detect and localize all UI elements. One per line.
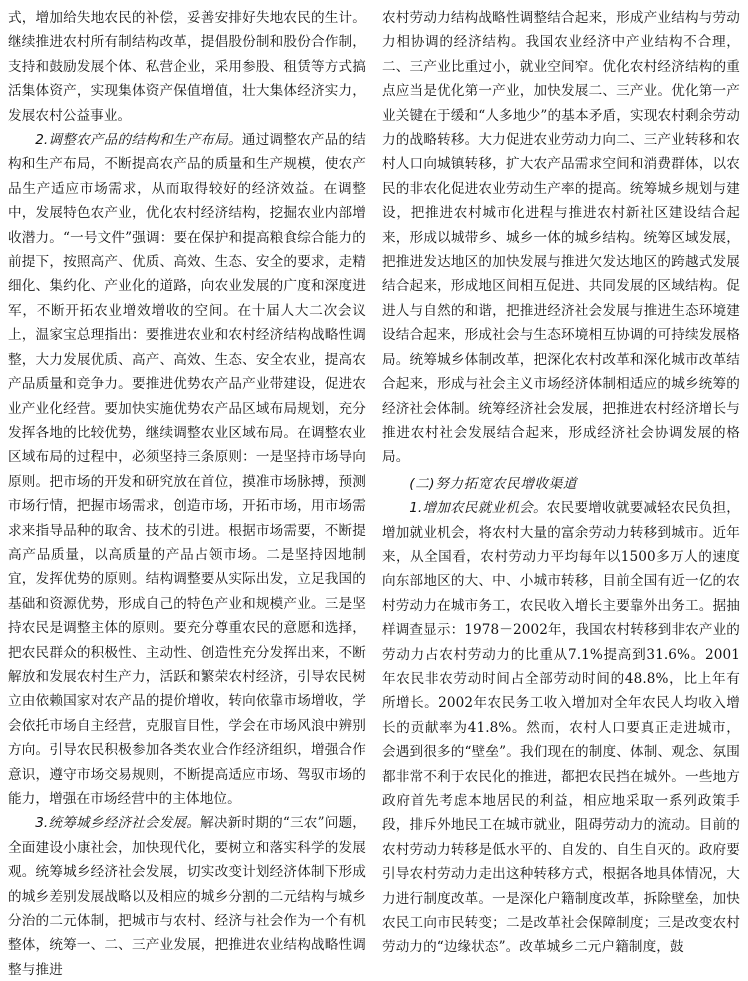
paragraph-body-product-structure: 通过调整农产品的结构和生产布局，不断提高农产品的质量和生产规模，使农产品生产适应市场需求，从而取得较好的经济效益。在调整中，发展特色农产业，优化农村经济结构，挖掘农业内部增收潜力。“一号文件”强调：要在保护和提高粮食综合能力的前提下，按照高产、优质、高效、生态、安全的要求，走精细化、集约化、产业化的道路，向农业发展的广度和深度进军，不断开拓农业增效增收的空间。在十届人大二次会议上，温家宝总理指出：要推进农业和农村经济结构战略性调整，大力发展优质、高产、高效、生态、安全农业，提高农产品质量和竞争力。要推进优势农产品产业带建设，促进农业产业化经营。要加快实施优势农产品区域布局规划，充分发挥各地的比较优势，继续调整农业区域布局。在调整农业区域布局的过程中，必须坚持三条原则：一是坚持市场导向原则。把市场的开发和研究放在首位，摸准市场脉搏，预测市场行情，把握市场需求，创造市场，开拓市场，用市场需求来指导品种的取舍、技术的引进。根据市场需要，不断提高产品质量，以高质量的产品占领市场。二是坚持因地制宜，发挥优势的原则。结构调整要从实际出发，立足我国的基础和资源优势，形成自己的特色产业和规模产业。三是坚持农民是调整主体的原则。要充分尊重农民的意愿和选择，把农民群众的积极性、主动性、创造性充分发挥出来，不断解放和发展农村生产力，活跃和繁荣农村经济，引导农民树立由依赖国家对农产品的提价增收，转向依靠市场增收，学会依托市场自主经营，克服盲目性，学会在市场风浪中辨别方向。引导农民积极参加各类农业合作经济组织，增强合作意识，遵守市场交易规则，不断提高适应市场、驾驭市场的能力，增强在市场经营中的主体地位。 [8, 132, 366, 807]
paragraph-body-urban-rural: 解决新时期的“三农”问题，全面建设小康社会，加快现代化，要树立和落实科学的发展观。统筹城乡经济社会发展，切实改变计划经济体制下形成的城乡差别发展战略以及相应的城乡分割的二元结构与城乡分治的二元体制，把城市与农村、经济与社会作为一个有机整体，统筹一、二、三产业发展，把推进农业结构战略性调整与推进 [8, 815, 366, 978]
paragraph-land-compensation: 式，增加给失地农民的补偿，妥善安排好失地农民的生计。继续推进农村所有制结构改革，提倡股份制和股份合作制，支持和鼓励发展个体、私营企业，采用参股、租赁等方式搞活集体资产，实现集体资产保值增值，壮大集体经济实力，发展农村公益事业。 [8, 10, 366, 124]
paragraph-employment [382, 496, 740, 960]
paragraph-lead-urban-rural: 3.统筹城乡经济社会发展。 [35, 815, 201, 832]
section-heading-income-channels: (二)努力拓宽农民增收渠道 [409, 475, 578, 492]
paragraph-lead-employment: 1.增加农民就业机会。 [409, 500, 547, 517]
left-column [8, 6, 366, 981]
paragraph-body-employment: 农民要增收就要减轻农民负担，增加就业机会，将农村大量的富余劳动力转移到城市。近年来，从全国看，农村劳动力平均每年以1500多万人的速度向东部地区的大、中、小城市转移，目前全国有近一亿的农村劳动力在城市务工，农民收入增长主要靠外出务工。据抽样调查显示：1978－2002年，我国农村转移到非农产业的劳动力占农村劳动力的比重从7.1%提高到31.6%。2001年农民非农劳动时间占全部劳动时间的48.8%，比上年有所增长。2002年农民务工收入增加对全年农民人均收入增长的贡献率为41.8%。然而，农村人口要真正走进城市，会遇到很多的“壁垒”。我们现在的制度、体制、观念、氛围都非常不利于农民化的推进，都把农民挡在城外。一些地方政府首先考虑本地居民的利益，相应地采取一系列政策手段，排斥外地民工在城市就业，阻碍劳动力的流动。目前的农村劳动力转移是低水平的、自发的、自生自灭的。政府要引导农村劳动力走出这种转移方式，根据各地具体情况，大力进行制度改革。一是深化户籍制度改革，拆除壁垒，加快农民工向市民转变；二是改革社会保障制度；三是改变农村劳动力的“边缘状态”。改革城乡二元户籍制度，鼓 [382, 500, 740, 956]
paragraph-labor-structure: 农村劳动力结构战略性调整结合起来，形成产业结构与劳动力相协调的经济结构。我国农业经济中产业结构不合理，二、三产业比重过小，就业空间窄。优化农村经济结构的重点应当是优化第一产业，加快发展二、三产业。优化第一产业关键在于缓和“人多地少”的基本矛盾，实现农村剩余劳动力的战略转移。大力促进农业劳动力向二、三产业转移和农村人口向城镇转移，扩大农产品需求空间和消费群体，以农民的非农化促进农业劳动生产率的提高。统筹城乡规划与建设，把推进农村城市化进程与推进农村新社区建设结合起来，形成以城带乡、城乡一体的城乡结构。统筹区域发展，把推进发达地区的加快发展与推进欠发达地区的跨越式发展结合起来，形成地区间相互促进、共同发展的区域结构。促进人与自然的和谐，把推进经济社会发展与推进生态环境建设结合起来，形成社会与生态环境相互协调的可持续发展格局。统筹城乡体制改革，把深化农村改革和深化城市改革结合起来，形成与社会主义市场经济体制相适应的城乡统筹的经济社会体制。统筹经济社会发展，把推进农村经济增长与推进农村社会发展结合起来，形成经济社会协调发展的格局。 [382, 10, 740, 466]
paragraph-lead-product-structure: 2.调整农产品的结构和生产布局。 [35, 132, 242, 149]
paragraph-product-structure [8, 128, 366, 811]
paragraph-urban-rural-coordination [8, 811, 366, 981]
right-column [382, 6, 740, 981]
